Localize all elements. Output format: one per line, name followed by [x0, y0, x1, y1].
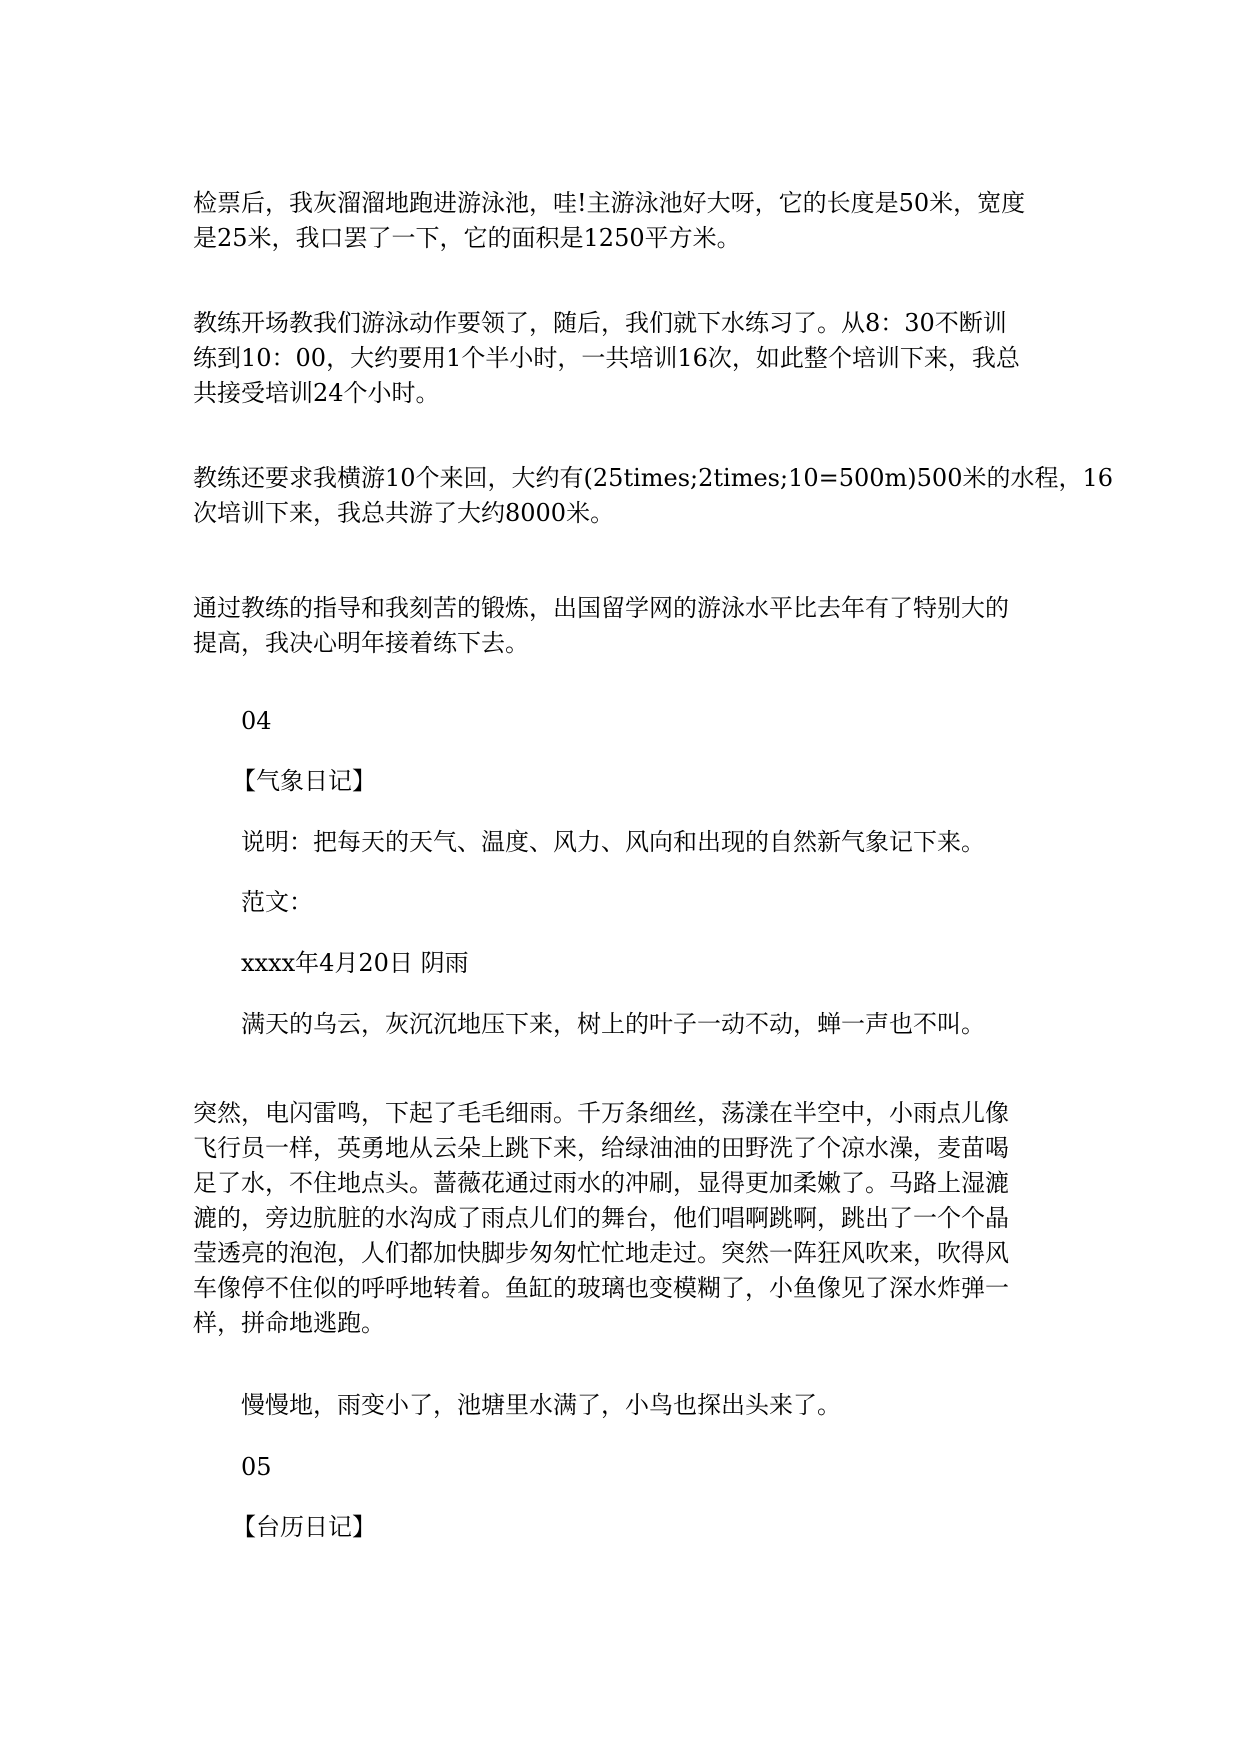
text-line: 【台历日记】 [232, 1513, 376, 1541]
text-line: 检票后，我灰溜溜地跑进游泳池，哇!主游泳池好大呀，它的长度是50米，宽度 [193, 189, 1026, 217]
text-line: 莹透亮的泡泡，人们都加快脚步匆匆忙忙地走过。突然一阵狂风吹来，吹得风 [193, 1239, 1009, 1267]
text-line: 漉的，旁边肮脏的水沟成了雨点儿们的舞台，他们唱啊跳啊，跳出了一个个晶 [193, 1204, 1009, 1232]
text-line: 次培训下来，我总共游了大约8000米。 [193, 499, 615, 527]
text-line: 教练开场教我们游泳动作要领了，随后，我们就下水练习了。从8：30不断训 [193, 309, 1007, 337]
paragraph-example-label [241, 885, 1053, 920]
text-line: 04 [241, 707, 272, 735]
paragraph-clouds [241, 1007, 1053, 1042]
text-line: 05 [241, 1453, 272, 1481]
paragraph-rain-stops [241, 1388, 1053, 1423]
section-number [241, 1450, 1053, 1485]
paragraph-improvement [193, 591, 1053, 661]
text-line: 是25米，我口罢了一下，它的面积是1250平方米。 [193, 224, 741, 252]
text-line: 范文： [241, 888, 313, 916]
text-line: 满天的乌云，灰沉沉地压下来，树上的叶子一动不动，蝉一声也不叫。 [241, 1010, 985, 1038]
text-line: 突然，电闪雷鸣，下起了毛毛细雨。千万条细丝，荡漾在半空中，小雨点儿像 [193, 1099, 1009, 1127]
text-line: 慢慢地，雨变小了，池塘里水满了，小鸟也探出头来了。 [241, 1391, 841, 1419]
paragraph-date [241, 946, 1053, 981]
section-number [241, 704, 1053, 739]
text-line: 样，拼命地逃跑。 [193, 1309, 385, 1337]
text-line: 飞行员一样，英勇地从云朵上跳下来，给绿油油的田野洗了个凉水澡，麦苗喝 [193, 1134, 1009, 1162]
text-line: 【气象日记】 [232, 767, 376, 795]
text-line: 足了水，不住地点头。蔷薇花通过雨水的冲刷，显得更加柔嫩了。马路上湿漉 [193, 1169, 1009, 1197]
text-line: 车像停不住似的呼呼地转着。鱼缸的玻璃也变模糊了，小鱼像见了深水炸弹一 [193, 1274, 1009, 1302]
text-line: xxxx年4月20日 阴雨 [241, 949, 469, 977]
section-heading [232, 1510, 1044, 1545]
text-line: 教练还要求我横游10个来回，大约有(25times;2times;10=500m)500米的水程，16 [193, 464, 1114, 492]
section-heading [232, 764, 1044, 799]
text-line: 练到10：00，大约要用1个半小时，一共培训16次，如此整个培训下来，我总 [193, 344, 1020, 372]
paragraph-description [241, 825, 1053, 860]
paragraph-rain [193, 1096, 1053, 1341]
text-line: 共接受培训24个小时。 [193, 379, 440, 407]
paragraph-swimming-pool [193, 186, 1053, 256]
text-line: 通过教练的指导和我刻苦的锻炼，出国留学网的游泳水平比去年有了特别大的 [193, 594, 1009, 622]
text-line: 提高，我决心明年接着练下去。 [193, 629, 529, 657]
paragraph-training [193, 306, 1053, 411]
text-line: 说明：把每天的天气、温度、风力、风向和出现的自然新气象记下来。 [241, 828, 985, 856]
paragraph-laps [193, 461, 1114, 531]
